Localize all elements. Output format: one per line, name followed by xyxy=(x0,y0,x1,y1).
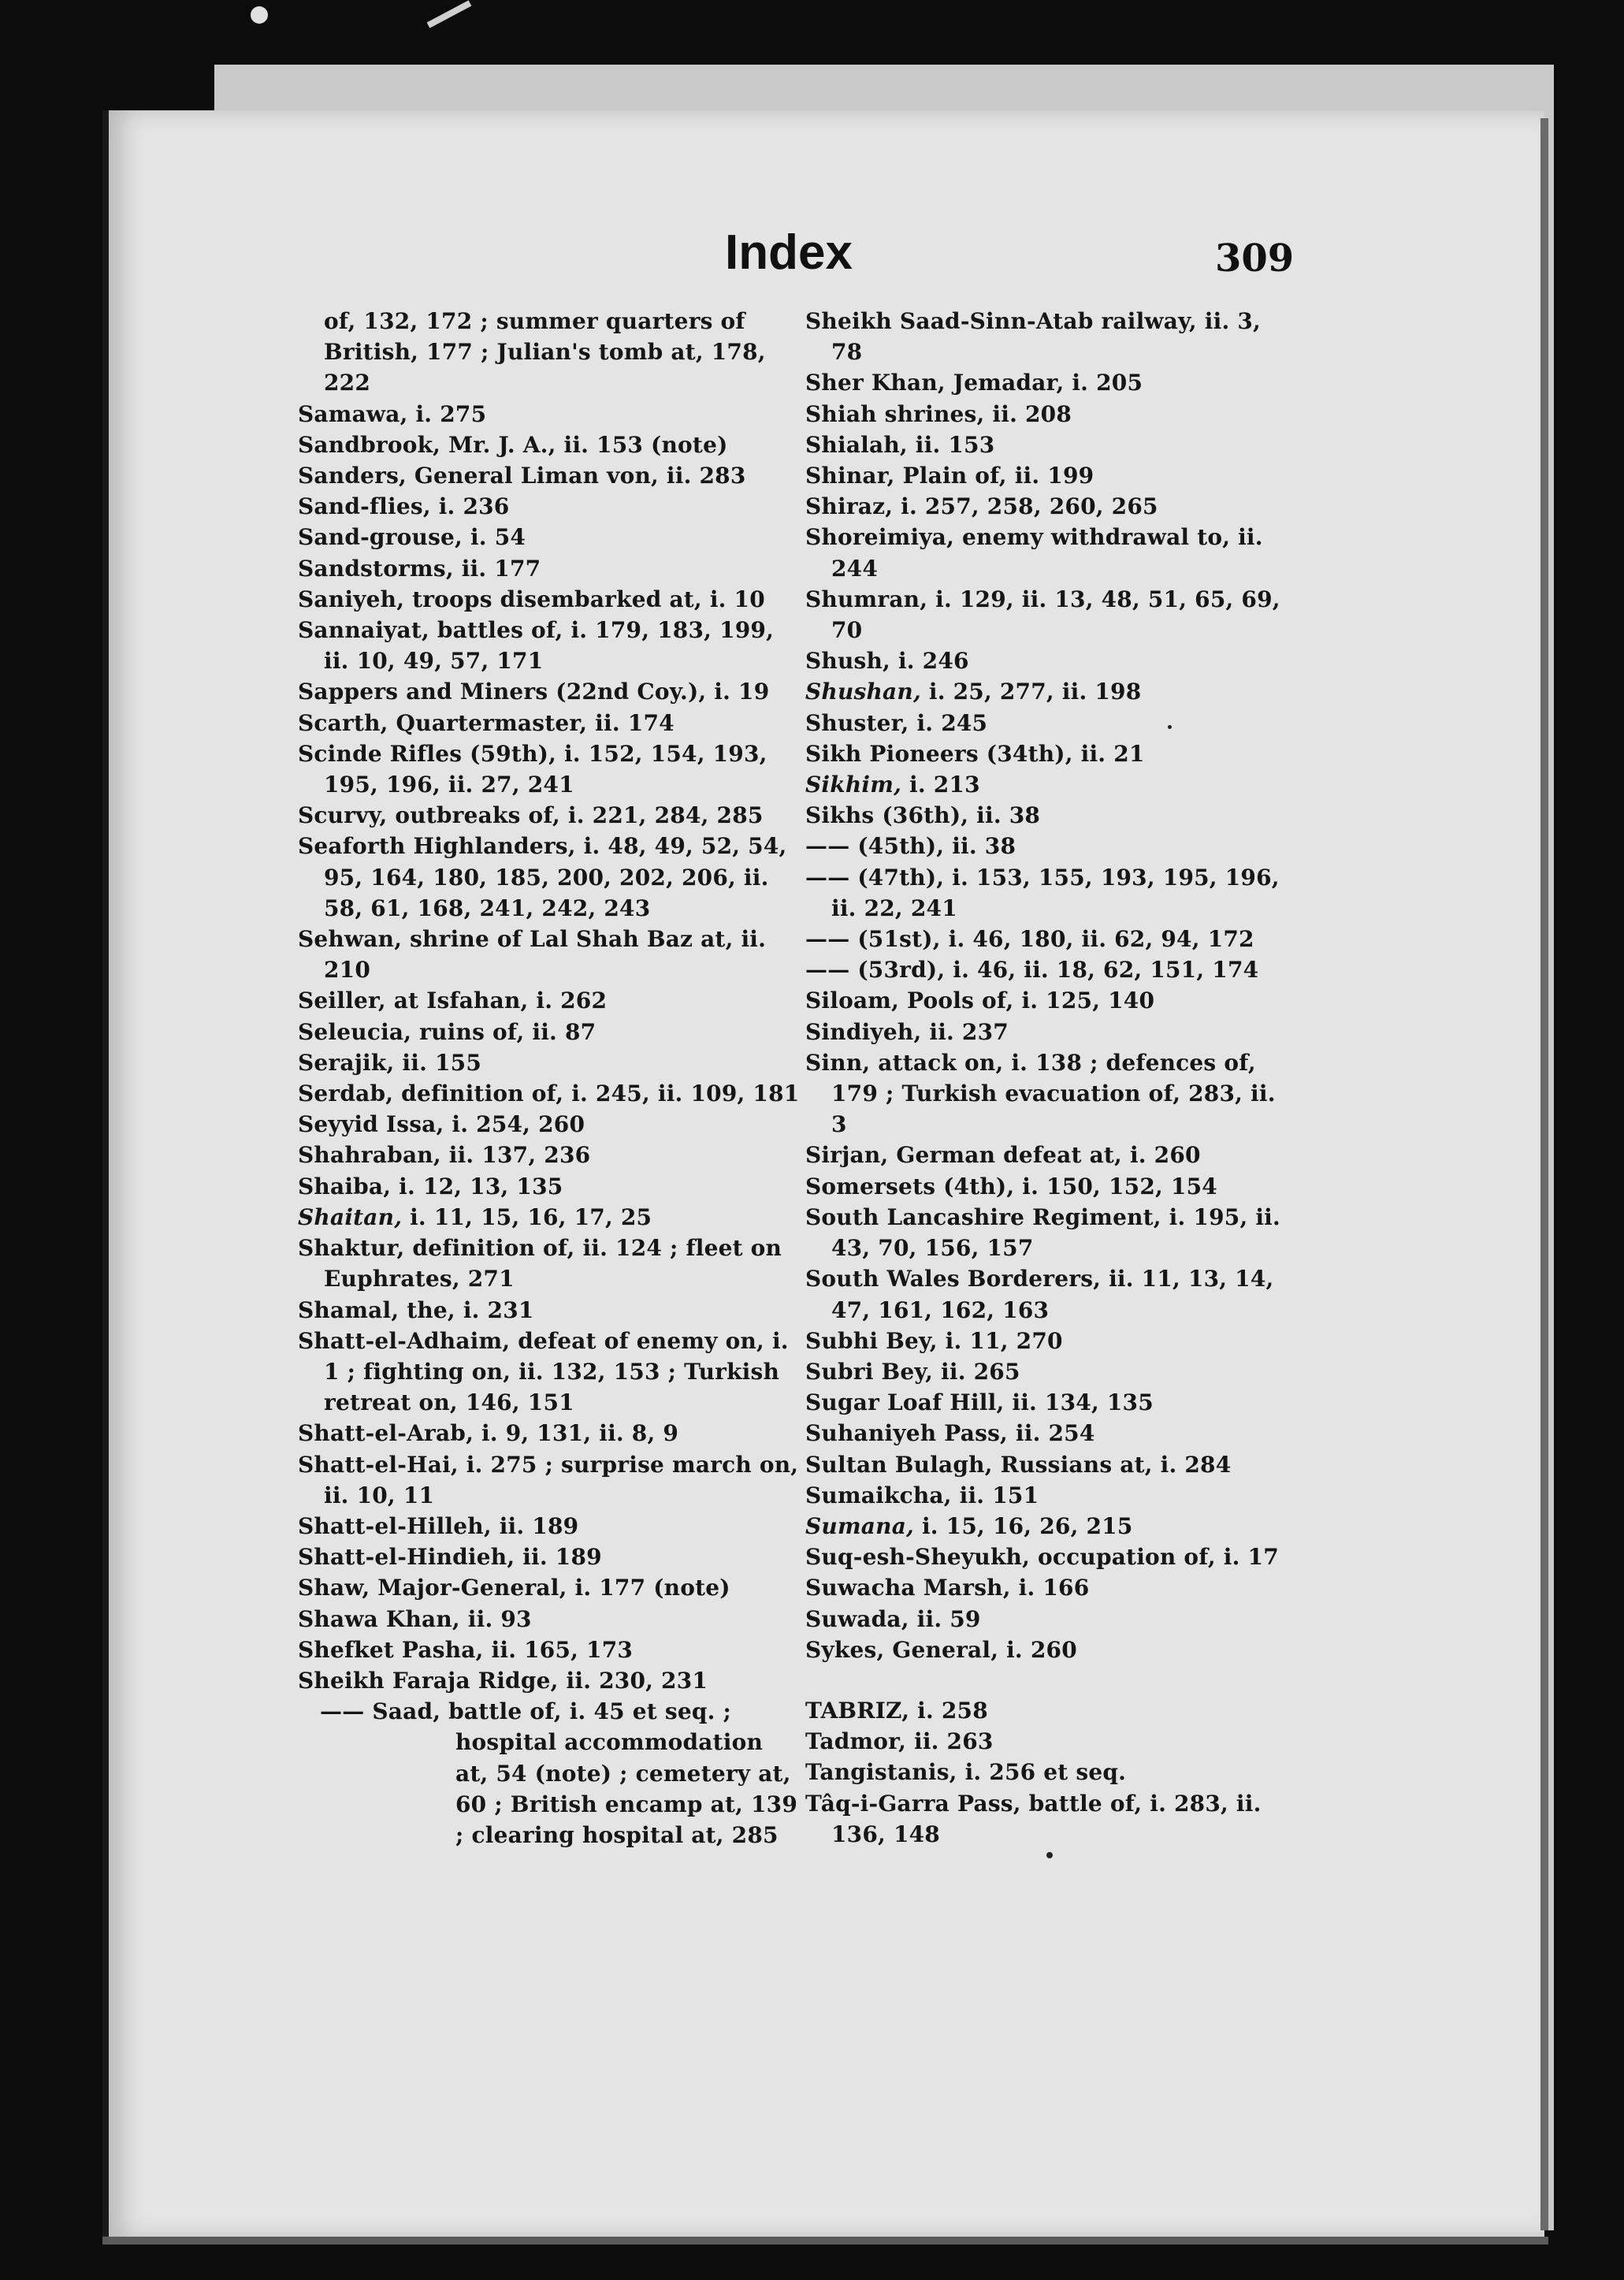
index-entry-text: Subri Bey, ii. 265 xyxy=(805,1358,1020,1385)
index-entry-text: —— (51st), i. 46, 180, ii. 62, 94, 172 xyxy=(805,926,1254,953)
index-entry xyxy=(805,1047,1294,1140)
index-entry xyxy=(805,1418,1294,1449)
index-entry xyxy=(805,954,1294,985)
index-entry-text: Sikh Pioneers (34th), ii. 21 xyxy=(805,740,1145,767)
index-entry xyxy=(805,399,1294,430)
corner-mark xyxy=(427,0,472,28)
index-entry-text: Sykes, General, i. 260 xyxy=(805,1636,1077,1663)
index-entry-italic: Shushan, xyxy=(805,679,921,705)
index-entry xyxy=(298,430,802,460)
index-entry xyxy=(805,1263,1294,1325)
index-entry xyxy=(298,1542,802,1572)
index-entry-text: Sandbrook, Mr. J. A., ii. 153 (note) xyxy=(298,431,728,458)
index-entry-text: Sheikh Faraja Ridge, ii. 230, 231 xyxy=(298,1667,708,1694)
index-entry-text: Samawa, i. 275 xyxy=(298,400,487,427)
index-entry xyxy=(805,491,1294,522)
speck xyxy=(1168,725,1172,729)
index-entry xyxy=(805,1635,1294,1665)
index-entry-text: Sikhs (36th), ii. 38 xyxy=(805,802,1041,829)
index-entry-text: Serajik, ii. 155 xyxy=(298,1049,482,1076)
index-entry-text: —— Saad, battle of, i. 45 et seq. ; hospital accommodation at, 54 (note) ; cemetery at, 60 ; British encamp at, 139 ; clearing hospital at, 285 xyxy=(320,1698,798,1848)
index-entry-text: Shahraban, ii. 137, 236 xyxy=(298,1142,591,1169)
index-entry-text: i. 11, 15, 16, 17, 25 xyxy=(402,1203,652,1230)
index-entry xyxy=(805,367,1294,398)
index-entry-text: Sugar Loaf Hill, ii. 134, 135 xyxy=(805,1389,1154,1416)
index-entry-text: Seyyid Issa, i. 254, 260 xyxy=(298,1111,585,1138)
index-entry-text: Saniyeh, troops disembarked at, i. 10 xyxy=(298,586,765,612)
index-entry xyxy=(805,1542,1294,1572)
index-entry-italic: Sikhim, xyxy=(805,772,902,798)
index-entry-text: Sultan Bulagh, Russians at, i. 284 xyxy=(805,1451,1232,1478)
index-entry-text: South Lancashire Regiment, i. 195, ii. 43, 70, 156, 157 xyxy=(805,1203,1280,1262)
index-entry-text: —— (47th), i. 153, 155, 193, 195, 196, ii. 22, 241 xyxy=(805,864,1280,921)
index-entry xyxy=(298,985,802,1016)
index-entry-text: Sheikh Saad-Sinn-Atab railway, ii. 3, 78 xyxy=(805,308,1261,366)
index-entry xyxy=(805,738,1294,769)
index-entry xyxy=(805,1387,1294,1418)
index-entry-text: Sannaiyat, battles of, i. 179, 183, 199, ii. 10, 49, 57, 171 xyxy=(298,617,775,675)
index-entry xyxy=(805,1604,1294,1635)
index-entry xyxy=(298,1635,802,1665)
index-entry xyxy=(298,924,802,985)
index-entry xyxy=(805,584,1294,645)
page-bottom-edge xyxy=(102,2237,1548,2245)
index-entry-text: Shaiba, i. 12, 13, 135 xyxy=(298,1173,563,1200)
index-entry-text: Sirjan, German defeat at, i. 260 xyxy=(805,1142,1201,1169)
index-entry-text: Seiller, at Isfahan, i. 262 xyxy=(298,988,608,1014)
index-entry xyxy=(298,1696,802,1850)
index-entry xyxy=(805,1726,1294,1757)
index-entry-text: Shatt-el-Adhaim, defeat of enemy on, i. 1 ; fighting on, ii. 132, 153 ; Turkish retreat on, 146, 151 xyxy=(298,1327,789,1416)
index-entry-text: Tâq-i-Garra Pass, battle of, i. 283, ii. 136, 148 xyxy=(805,1790,1262,1847)
index-entry-text: Sand-grouse, i. 54 xyxy=(298,524,526,551)
index-entry xyxy=(298,399,802,430)
index-entry-text: Seaforth Highlanders, i. 48, 49, 52, 54, 95, 164, 180, 185, 200, 202, 206, ii. 58, 61, 168, 241, 242, 243 xyxy=(298,833,787,921)
index-entry-text: i. 15, 16, 26, 215 xyxy=(914,1512,1133,1539)
index-entry xyxy=(298,1295,802,1326)
index-entry-text: Sumaikcha, ii. 151 xyxy=(805,1482,1039,1508)
index-entry xyxy=(805,1171,1294,1202)
index-column-left xyxy=(298,306,802,1850)
index-entry xyxy=(805,1202,1294,1263)
index-entry xyxy=(805,430,1294,460)
index-entry xyxy=(805,862,1294,924)
index-entry-text: Shinar, Plain of, ii. 199 xyxy=(805,463,1094,489)
index-entry xyxy=(805,1017,1294,1047)
index-entry xyxy=(298,1017,802,1047)
index-entry-text: Sand-flies, i. 236 xyxy=(298,493,510,520)
index-entry xyxy=(298,1047,802,1078)
index-entry xyxy=(298,1171,802,1202)
index-entry-text: Shawa Khan, ii. 93 xyxy=(298,1605,532,1632)
index-entry xyxy=(298,1326,802,1419)
index-entry-text: Shiah shrines, ii. 208 xyxy=(805,400,1072,427)
index-entry xyxy=(805,1356,1294,1387)
index-entry-text: —— (53rd), i. 46, ii. 18, 62, 151, 174 xyxy=(805,957,1259,984)
index-entry xyxy=(805,676,1294,707)
speck xyxy=(1046,1852,1053,1858)
index-entry xyxy=(805,1757,1294,1787)
index-entry xyxy=(298,306,802,399)
index-entry-text: Sandstorms, ii. 177 xyxy=(298,555,541,582)
index-entry xyxy=(298,615,802,676)
index-entry xyxy=(805,800,1294,831)
index-entry xyxy=(805,306,1294,367)
index-entry xyxy=(805,522,1294,583)
index-entry-text: Somersets (4th), i. 150, 152, 154 xyxy=(805,1173,1217,1200)
index-entry xyxy=(298,522,802,552)
index-entry-text: Shatt-el-Hindieh, ii. 189 xyxy=(298,1544,602,1571)
index-entry xyxy=(805,460,1294,491)
index-entry-text: Shumran, i. 129, ii. 13, 48, 51, 65, 69, 70 xyxy=(805,586,1280,644)
corner-spot xyxy=(251,6,268,24)
index-entry xyxy=(805,924,1294,954)
index-entry xyxy=(298,708,802,738)
index-entry-text: Shaw, Major-General, i. 177 (note) xyxy=(298,1575,730,1601)
index-entry-text: Sehwan, shrine of Lal Shah Baz at, ii. 210 xyxy=(298,926,767,984)
index-entry xyxy=(298,1140,802,1170)
index-entry-text: Shoreimiya, enemy withdrawal to, ii. 244 xyxy=(805,524,1263,582)
page-title: Index xyxy=(725,225,853,280)
index-entry xyxy=(805,645,1294,676)
index-entry-text: —— (45th), ii. 38 xyxy=(805,833,1016,860)
index-entry xyxy=(298,1202,802,1233)
index-entry xyxy=(298,1572,802,1603)
index-entry xyxy=(805,708,1294,738)
index-entry xyxy=(298,1604,802,1635)
index-entry-text: Shuster, i. 245 xyxy=(805,709,988,736)
index-entry-text: Shefket Pasha, ii. 165, 173 xyxy=(298,1636,634,1663)
index-column-right xyxy=(805,306,1294,1850)
index-entry xyxy=(805,1326,1294,1356)
index-entry-text: i. 213 xyxy=(901,772,980,798)
index-entry-italic: Shaitan, xyxy=(298,1203,403,1230)
index-entry-text: Sher Khan, Jemadar, i. 205 xyxy=(805,370,1143,396)
index-entry xyxy=(805,1480,1294,1511)
index-entry-text: Shatt-el-Hai, i. 275 ; surprise march on, ii. 10, 11 xyxy=(298,1451,799,1508)
index-entry-text: Shaktur, definition of, ii. 124 ; fleet on Euphrates, 271 xyxy=(298,1235,782,1292)
index-entry xyxy=(298,800,802,831)
index-entry-text: Serdab, definition of, i. 245, ii. 109, 181 xyxy=(298,1080,800,1107)
index-entry-text: TABRIZ, i. 258 xyxy=(805,1697,988,1724)
index-entry xyxy=(298,460,802,491)
index-entry-text: Seleucia, ruins of, ii. 87 xyxy=(298,1018,596,1045)
index-entry-text: Sindiyeh, ii. 237 xyxy=(805,1018,1009,1045)
index-entry-text: Suq-esh-Sheyukh, occupation of, i. 17 xyxy=(805,1544,1279,1571)
index-entry-text: Suhaniyeh Pass, ii. 254 xyxy=(805,1420,1095,1447)
index-entry-text: Suwacha Marsh, i. 166 xyxy=(805,1575,1090,1601)
index-entry xyxy=(298,1233,802,1294)
index-entry-text: Shamal, the, i. 231 xyxy=(298,1296,534,1323)
index-entry-text: Tadmor, ii. 263 xyxy=(805,1728,994,1755)
index-entry xyxy=(298,491,802,522)
index-entry xyxy=(298,1418,802,1449)
index-entry xyxy=(298,1665,802,1696)
index-entry-text: Shush, i. 246 xyxy=(805,648,969,675)
index-entry xyxy=(298,831,802,924)
index-entry xyxy=(298,676,802,707)
index-entry-text: Subhi Bey, i. 11, 270 xyxy=(805,1327,1063,1354)
index-entry xyxy=(298,584,802,615)
index-entry xyxy=(298,1109,802,1140)
index-entry-text: Scarth, Quartermaster, ii. 174 xyxy=(298,709,674,736)
index-entry-text: Tangistanis, i. 256 et seq. xyxy=(805,1759,1127,1786)
index-entry xyxy=(298,553,802,584)
index-entry-text: i. 25, 277, ii. 198 xyxy=(920,679,1142,705)
index-entry xyxy=(805,1572,1294,1603)
index-entry-text: South Wales Borderers, ii. 11, 13, 14, 47, 161, 162, 163 xyxy=(805,1266,1274,1323)
index-entry xyxy=(805,1695,1294,1726)
page-number: 309 xyxy=(1215,236,1295,281)
index-entry xyxy=(298,1449,802,1511)
index-entry-text: Sinn, attack on, i. 138 ; defences of, 179 ; Turkish evacuation of, 283, ii. 3 xyxy=(805,1049,1276,1138)
section-gap xyxy=(805,1665,1294,1695)
index-entry xyxy=(805,1511,1294,1542)
index-entry-text: Siloam, Pools of, i. 125, 140 xyxy=(805,988,1155,1014)
index-entry-text: Shialah, ii. 153 xyxy=(805,431,995,458)
index-entry xyxy=(805,985,1294,1016)
index-entry xyxy=(298,738,802,800)
index-entry-text: of, 132, 172 ; summer quarters of British, 177 ; Julian's tomb at, 178, 222 xyxy=(324,308,766,396)
index-entry xyxy=(805,1140,1294,1170)
index-entry xyxy=(298,1078,802,1109)
index-entry-text: Scinde Rifles (59th), i. 152, 154, 193, 195, 196, ii. 27, 241 xyxy=(298,740,767,798)
index-entry-text: Shatt-el-Hilleh, ii. 189 xyxy=(298,1512,579,1539)
index-entry-text: Sanders, General Liman von, ii. 283 xyxy=(298,463,746,489)
index-entry xyxy=(805,1788,1294,1850)
index-entry xyxy=(805,1449,1294,1480)
index-entry xyxy=(805,769,1294,800)
index-entry-text: Shatt-el-Arab, i. 9, 131, ii. 8, 9 xyxy=(298,1420,679,1447)
index-entry-text: Shiraz, i. 257, 258, 260, 265 xyxy=(805,493,1158,520)
index-entry-italic: Sumana, xyxy=(805,1512,914,1539)
index-entry-text: Sappers and Miners (22nd Coy.), i. 19 xyxy=(298,679,770,705)
index-entry-text: Suwada, ii. 59 xyxy=(805,1605,981,1632)
page-edge xyxy=(1540,118,1548,2230)
index-entry-text: Scurvy, outbreaks of, i. 221, 284, 285 xyxy=(298,802,764,829)
index-entry xyxy=(298,1511,802,1542)
index-entry xyxy=(805,831,1294,861)
